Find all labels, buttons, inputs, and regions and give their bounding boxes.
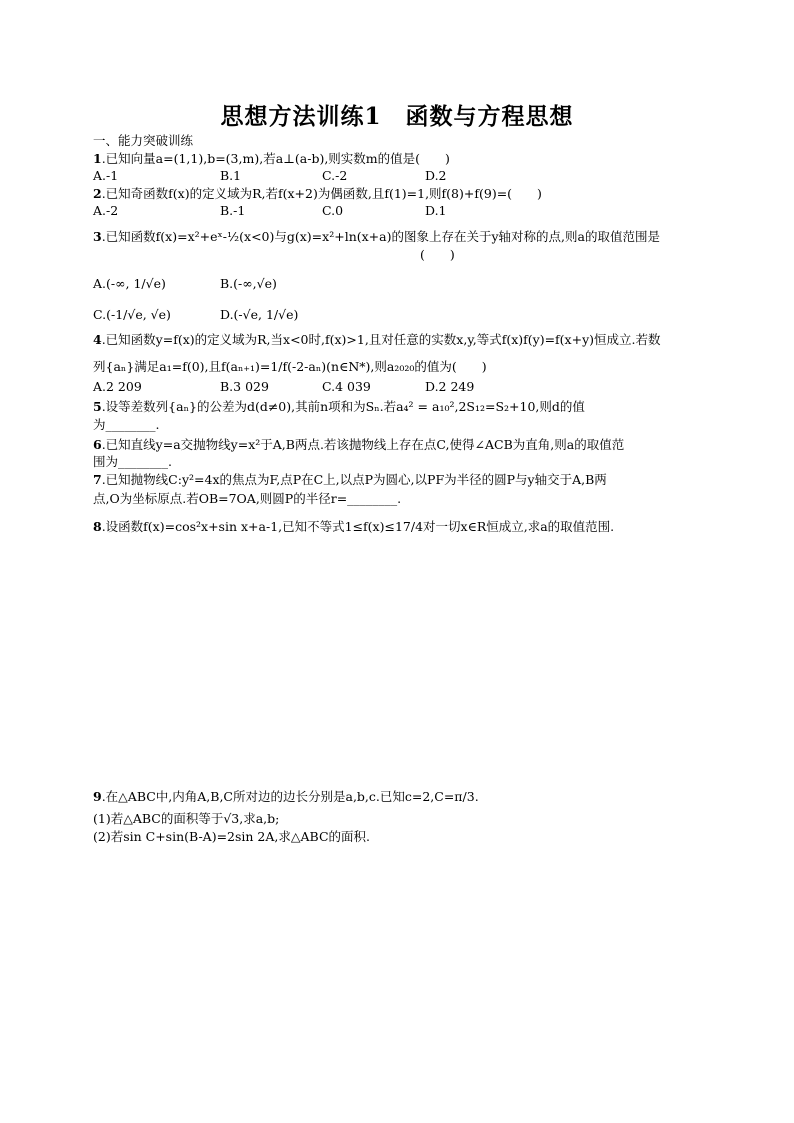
question-number: 8 [93, 519, 102, 534]
question-8 [93, 518, 614, 535]
question-9-part-1: (1)若△ABC的面积等于√3,求a,b; [93, 811, 280, 826]
question-7 [93, 471, 607, 488]
question-6-line2: 围为________. [93, 454, 172, 469]
question-number: 2 [93, 186, 102, 201]
option-b: B.3 029 [220, 379, 269, 394]
option-a: A.-1 [93, 168, 119, 183]
option-c: C.(-1/√e, √e) [93, 307, 171, 322]
option-b: B.-1 [220, 203, 246, 218]
question-9-part-2: (2)若sin C+sin(B-A)=2sin 2A,求△ABC的面积. [93, 829, 370, 844]
option-a: A.2 209 [93, 379, 142, 394]
option-d: D.1 [425, 203, 447, 218]
question-number: 3 [93, 229, 102, 244]
option-c: C.0 [322, 203, 344, 218]
question-4 [93, 331, 661, 348]
option-c: C.4 039 [322, 379, 371, 394]
question-9 [93, 788, 479, 805]
question-text: .已知直线y=a交抛物线y=x²于A,B两点.若该抛物线上存在点C,使得∠ACB为直角,则a的取值范 [101, 437, 625, 452]
section-heading: 一、能力突破训练 [93, 133, 194, 148]
question-text: .在△ABC中,内角A,B,C所对边的边长分别是a,b,c.已知c=2,C=π/3. [101, 789, 479, 804]
question-7-line2: 点,O为坐标原点.若OB=7OA,则圆P的半径r=________. [93, 491, 402, 506]
question-number: 5 [93, 399, 102, 414]
question-number: 9 [93, 789, 102, 804]
question-text: .设等差数列{aₙ}的公差为d(d≠0),其前n项和为Sₙ.若a₄² = a₁₀²,2S₁₂=S₂+10,则d的值 [101, 399, 585, 414]
option-a: A.(-∞, 1/√e) [93, 276, 166, 291]
question-5-line2: 为________. [93, 417, 160, 432]
question-text: .设函数f(x)=cos²x+sin x+a-1,已知不等式1≤f(x)≤17/4对一切x∈R恒成立,求a的取值范围. [101, 519, 615, 534]
option-b: B.1 [220, 168, 242, 183]
question-number: 7 [93, 472, 102, 487]
question-text: .已知向量a=(1,1),b=(3,m),若a⊥(a-b),则实数m的值是( ) [101, 151, 450, 166]
question-3 [93, 228, 660, 245]
question-1 [93, 150, 450, 167]
question-text: .已知奇函数f(x)的定义域为R,若f(x+2)为偶函数,且f(1)=1,则f(8)+f(9)=( ) [101, 186, 542, 201]
question-6 [93, 436, 624, 453]
question-number: 4 [93, 332, 102, 347]
page-title: 思想方法训练1 函数与方程思想 [220, 103, 574, 130]
question-number: 1 [93, 151, 102, 166]
answer-paren: ( ) [420, 247, 455, 262]
question-text: .已知函数f(x)=x²+eˣ-½(x<0)与g(x)=x²+ln(x+a)的图象上存在关于y轴对称的点,则a的取值范围是 [101, 229, 660, 244]
question-4-line2: 列{aₙ}满足a₁=f(0),且f(aₙ₊₁)=1/f(-2-aₙ)(n∈N*),则a₂₀₂₀的值为( ) [93, 359, 487, 374]
option-a: A.-2 [93, 203, 119, 218]
option-c: C.-2 [322, 168, 348, 183]
option-d: D.(-√e, 1/√e) [220, 307, 299, 322]
question-5 [93, 398, 585, 415]
question-text: .已知抛物线C:y²=4x的焦点为F,点P在C上,以点P为圆心,以PF为半径的圆P与y轴交于A,B两 [101, 472, 607, 487]
option-d: D.2 [425, 168, 447, 183]
option-d: D.2 249 [425, 379, 475, 394]
question-text: .已知函数y=f(x)的定义域为R,当x<0时,f(x)>1,且对任意的实数x,y,等式f(x)f(y)=f(x+y)恒成立.若数 [101, 332, 661, 347]
option-b: B.(-∞,√e) [220, 276, 277, 291]
question-2 [93, 185, 542, 202]
question-number: 6 [93, 437, 102, 452]
